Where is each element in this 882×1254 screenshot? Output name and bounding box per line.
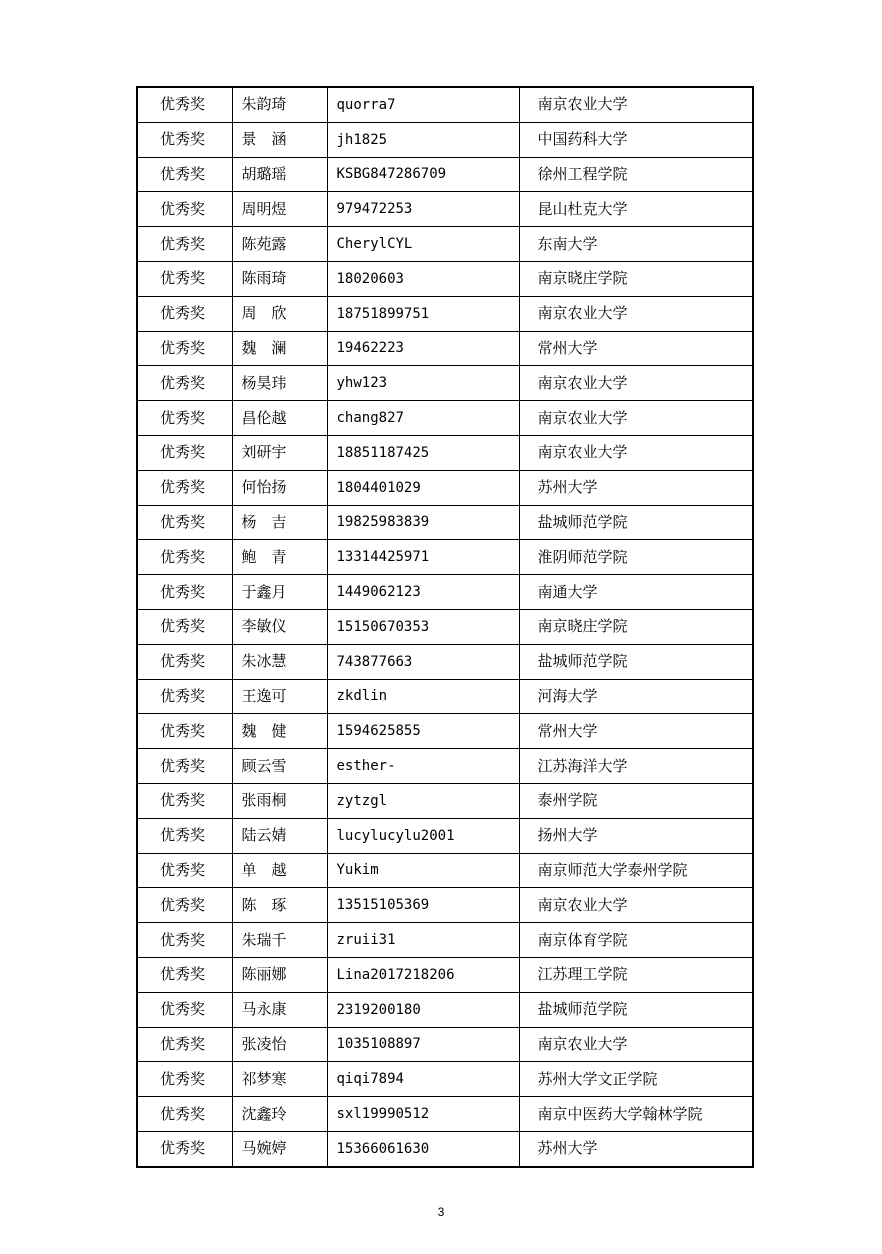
id-cell: 13515105369 [327, 888, 519, 923]
name-cell: 周 欣 [232, 296, 327, 331]
table-row [137, 1062, 753, 1097]
table-row [137, 575, 753, 610]
name-cell: 朱瑞千 [232, 923, 327, 958]
table-row [137, 923, 753, 958]
award-list-body [137, 87, 753, 1167]
award-cell: 优秀奖 [137, 227, 232, 262]
school-cell: 南京农业大学 [519, 87, 753, 122]
id-cell: zkdlin [327, 679, 519, 714]
award-cell: 优秀奖 [137, 957, 232, 992]
table-row [137, 157, 753, 192]
table-row [137, 714, 753, 749]
id-cell: Lina2017218206 [327, 957, 519, 992]
school-cell: 南通大学 [519, 575, 753, 610]
table-row [137, 540, 753, 575]
award-cell: 优秀奖 [137, 366, 232, 401]
id-cell: sxl19990512 [327, 1097, 519, 1132]
award-cell: 优秀奖 [137, 1097, 232, 1132]
school-cell: 常州大学 [519, 331, 753, 366]
name-cell: 单 越 [232, 853, 327, 888]
award-cell: 优秀奖 [137, 749, 232, 784]
school-cell: 南京农业大学 [519, 888, 753, 923]
name-cell: 马永康 [232, 992, 327, 1027]
id-cell: 979472253 [327, 192, 519, 227]
award-list-table [136, 86, 754, 1168]
name-cell: 马婉婷 [232, 1131, 327, 1166]
table-row [137, 122, 753, 157]
table-row [137, 783, 753, 818]
id-cell: KSBG847286709 [327, 157, 519, 192]
school-cell: 南京中医药大学翰林学院 [519, 1097, 753, 1132]
id-cell: 2319200180 [327, 992, 519, 1027]
id-cell: 19825983839 [327, 505, 519, 540]
table-row [137, 401, 753, 436]
award-cell: 优秀奖 [137, 296, 232, 331]
table-row [137, 1131, 753, 1166]
id-cell: 1594625855 [327, 714, 519, 749]
award-cell: 优秀奖 [137, 1027, 232, 1062]
table-row [137, 296, 753, 331]
table-row [137, 609, 753, 644]
table-row [137, 227, 753, 262]
school-cell: 中国药科大学 [519, 122, 753, 157]
id-cell: 743877663 [327, 644, 519, 679]
name-cell: 王逸可 [232, 679, 327, 714]
table-row [137, 331, 753, 366]
table-row [137, 470, 753, 505]
id-cell: 18851187425 [327, 435, 519, 470]
id-cell: 1035108897 [327, 1027, 519, 1062]
id-cell: chang827 [327, 401, 519, 436]
award-cell: 优秀奖 [137, 992, 232, 1027]
school-cell: 南京农业大学 [519, 401, 753, 436]
id-cell: Yukim [327, 853, 519, 888]
table-row [137, 818, 753, 853]
name-cell: 沈鑫玲 [232, 1097, 327, 1132]
award-cell: 优秀奖 [137, 818, 232, 853]
id-cell: 19462223 [327, 331, 519, 366]
award-cell: 优秀奖 [137, 1062, 232, 1097]
page-number: 3 [437, 1205, 445, 1219]
school-cell: 盐城师范学院 [519, 644, 753, 679]
table-row [137, 853, 753, 888]
award-cell: 优秀奖 [137, 853, 232, 888]
name-cell: 张凌怡 [232, 1027, 327, 1062]
table-row [137, 87, 753, 122]
award-cell: 优秀奖 [137, 157, 232, 192]
award-cell: 优秀奖 [137, 87, 232, 122]
award-cell: 优秀奖 [137, 261, 232, 296]
award-cell: 优秀奖 [137, 609, 232, 644]
name-cell: 顾云雪 [232, 749, 327, 784]
name-cell: 祁梦寒 [232, 1062, 327, 1097]
school-cell: 苏州大学 [519, 470, 753, 505]
school-cell: 南京晓庄学院 [519, 261, 753, 296]
name-cell: 朱韵琦 [232, 87, 327, 122]
award-cell: 优秀奖 [137, 435, 232, 470]
table-row [137, 644, 753, 679]
name-cell: 鲍 青 [232, 540, 327, 575]
school-cell: 江苏理工学院 [519, 957, 753, 992]
id-cell: esther- [327, 749, 519, 784]
name-cell: 杨 吉 [232, 505, 327, 540]
name-cell: 景 涵 [232, 122, 327, 157]
award-cell: 优秀奖 [137, 888, 232, 923]
table-row [137, 957, 753, 992]
school-cell: 盐城师范学院 [519, 505, 753, 540]
id-cell: quorra7 [327, 87, 519, 122]
table-row [137, 888, 753, 923]
school-cell: 江苏海洋大学 [519, 749, 753, 784]
id-cell: 1449062123 [327, 575, 519, 610]
name-cell: 魏 健 [232, 714, 327, 749]
school-cell: 南京农业大学 [519, 1027, 753, 1062]
id-cell: 1804401029 [327, 470, 519, 505]
award-cell: 优秀奖 [137, 783, 232, 818]
school-cell: 南京晓庄学院 [519, 609, 753, 644]
name-cell: 陈丽娜 [232, 957, 327, 992]
school-cell: 扬州大学 [519, 818, 753, 853]
school-cell: 南京师范大学泰州学院 [519, 853, 753, 888]
table-row [137, 1027, 753, 1062]
school-cell: 常州大学 [519, 714, 753, 749]
school-cell: 南京农业大学 [519, 296, 753, 331]
school-cell: 泰州学院 [519, 783, 753, 818]
table-row [137, 679, 753, 714]
school-cell: 东南大学 [519, 227, 753, 262]
name-cell: 陈苑露 [232, 227, 327, 262]
id-cell: 18020603 [327, 261, 519, 296]
name-cell: 魏 澜 [232, 331, 327, 366]
name-cell: 陈雨琦 [232, 261, 327, 296]
award-cell: 优秀奖 [137, 644, 232, 679]
award-cell: 优秀奖 [137, 575, 232, 610]
school-cell: 苏州大学文正学院 [519, 1062, 753, 1097]
school-cell: 盐城师范学院 [519, 992, 753, 1027]
school-cell: 徐州工程学院 [519, 157, 753, 192]
school-cell: 南京体育学院 [519, 923, 753, 958]
name-cell: 昌伦越 [232, 401, 327, 436]
id-cell: yhw123 [327, 366, 519, 401]
table-row [137, 192, 753, 227]
name-cell: 于鑫月 [232, 575, 327, 610]
school-cell: 昆山杜克大学 [519, 192, 753, 227]
award-cell: 优秀奖 [137, 679, 232, 714]
name-cell: 朱冰慧 [232, 644, 327, 679]
award-cell: 优秀奖 [137, 192, 232, 227]
table-row [137, 366, 753, 401]
table-row [137, 992, 753, 1027]
award-cell: 优秀奖 [137, 1131, 232, 1166]
id-cell: 15366061630 [327, 1131, 519, 1166]
name-cell: 杨昊玮 [232, 366, 327, 401]
name-cell: 何怡扬 [232, 470, 327, 505]
id-cell: CherylCYL [327, 227, 519, 262]
table-row [137, 261, 753, 296]
award-cell: 优秀奖 [137, 470, 232, 505]
award-cell: 优秀奖 [137, 331, 232, 366]
name-cell: 刘研宇 [232, 435, 327, 470]
name-cell: 李敏仪 [232, 609, 327, 644]
table-row [137, 749, 753, 784]
id-cell: qiqi7894 [327, 1062, 519, 1097]
table-row [137, 1097, 753, 1132]
school-cell: 苏州大学 [519, 1131, 753, 1166]
award-cell: 优秀奖 [137, 122, 232, 157]
school-cell: 南京农业大学 [519, 435, 753, 470]
award-cell: 优秀奖 [137, 401, 232, 436]
id-cell: 18751899751 [327, 296, 519, 331]
id-cell: 13314425971 [327, 540, 519, 575]
school-cell: 南京农业大学 [519, 366, 753, 401]
award-cell: 优秀奖 [137, 923, 232, 958]
award-cell: 优秀奖 [137, 540, 232, 575]
id-cell: 15150670353 [327, 609, 519, 644]
name-cell: 周明煜 [232, 192, 327, 227]
name-cell: 陈 琢 [232, 888, 327, 923]
table-row [137, 435, 753, 470]
award-cell: 优秀奖 [137, 714, 232, 749]
award-cell: 优秀奖 [137, 505, 232, 540]
id-cell: zytzgl [327, 783, 519, 818]
id-cell: zruii31 [327, 923, 519, 958]
name-cell: 陆云婧 [232, 818, 327, 853]
name-cell: 胡璐瑶 [232, 157, 327, 192]
school-cell: 淮阴师范学院 [519, 540, 753, 575]
id-cell: lucylucylu2001 [327, 818, 519, 853]
id-cell: jh1825 [327, 122, 519, 157]
table-row [137, 505, 753, 540]
school-cell: 河海大学 [519, 679, 753, 714]
name-cell: 张雨桐 [232, 783, 327, 818]
